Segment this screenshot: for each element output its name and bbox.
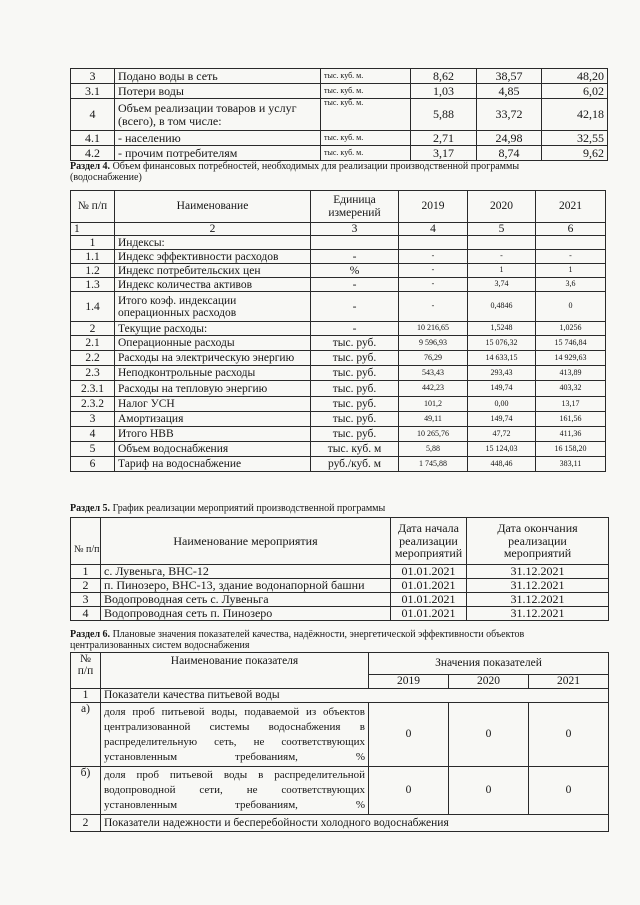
value-2020: 8,74 [477, 146, 542, 161]
row-name: Индексы: [115, 236, 311, 250]
row-number: 4 [71, 99, 115, 131]
table-row [71, 236, 606, 250]
row-number: 4.2 [71, 146, 115, 161]
table-row [71, 565, 609, 579]
col-number-6: 6 [536, 223, 606, 236]
row-number: б) [71, 767, 101, 815]
value-2020: 0 [449, 767, 529, 815]
row-end-date: 31.12.2021 [467, 579, 609, 593]
row-unit: руб./куб. м [311, 457, 399, 472]
row-number: 2 [71, 579, 101, 593]
row-name: Операционные расходы [115, 336, 311, 351]
col-header-2019: 2019 [399, 191, 468, 223]
value-2021: 32,55 [542, 131, 608, 146]
value-2021: 403,32 [536, 381, 606, 397]
row-name: Расходы на электрическую энергию [115, 351, 311, 366]
col-header-number: № п/п [71, 653, 101, 689]
value-2020: 448,46 [468, 457, 536, 472]
row-unit: тыс. руб. [311, 336, 399, 351]
value-2020: - [468, 250, 536, 264]
row-number: 1 [71, 689, 101, 703]
section-4-title-line2: (водоснабжение) [70, 172, 142, 183]
table-row [71, 99, 608, 131]
value-2019: 543,43 [399, 366, 468, 381]
value-2021: 16 158,20 [536, 442, 606, 457]
col-header-number: № п/п [71, 191, 115, 223]
table-schedule [70, 517, 609, 621]
section-4-title-text: Объем финансовых потребностей, необходимых для реализации производственной программы [110, 161, 520, 172]
value-2021: 14 929,63 [536, 351, 606, 366]
row-unit: % [311, 264, 399, 278]
row-number: 2.3 [71, 366, 115, 381]
section-4-label: Раздел 4. [70, 161, 111, 172]
table-header-numbers [71, 223, 606, 236]
row-start-date: 01.01.2021 [391, 593, 467, 607]
row-unit: тыс. куб. м. [321, 146, 411, 161]
table-row [71, 146, 608, 161]
col-number-3: 3 [311, 223, 399, 236]
col-header-2021: 2021 [536, 191, 606, 223]
table-row [71, 767, 609, 815]
value-2019: 10 265,76 [399, 427, 468, 442]
row-start-date: 01.01.2021 [391, 607, 467, 621]
row-number: а) [71, 703, 101, 767]
value-2019: 1 745,88 [399, 457, 468, 472]
value-2019: - [399, 278, 468, 292]
value-2020: 0 [449, 703, 529, 767]
row-unit: тыс. руб. [311, 366, 399, 381]
row-number: 4.1 [71, 131, 115, 146]
value-2019: - [399, 292, 468, 322]
col-header-number: № п/п [71, 518, 101, 565]
row-number: 5 [71, 442, 115, 457]
value-2021: 1 [536, 264, 606, 278]
value-2021 [536, 236, 606, 250]
value-2021: 9,62 [542, 146, 608, 161]
col-header-name: Наименование показателя [101, 653, 369, 689]
row-number: 1.3 [71, 278, 115, 292]
section-6-title-line2: централизованных систем водоснабжения [70, 640, 250, 651]
row-unit: тыс. руб. [311, 397, 399, 412]
row-unit: тыс. руб. [311, 351, 399, 366]
row-unit: - [311, 322, 399, 336]
col-header-2019: 2019 [369, 675, 449, 689]
row-number: 1 [71, 565, 101, 579]
col-header-2021: 2021 [529, 675, 609, 689]
row-number: 1.1 [71, 250, 115, 264]
col-header-end: Дата окончания реализации мероприятий [467, 518, 609, 565]
table-header-row [71, 191, 606, 223]
row-name: с. Лувеньга, ВНС-12 [101, 565, 391, 579]
value-2020: 293,43 [468, 366, 536, 381]
table-row [71, 264, 606, 278]
value-2020: 14 633,15 [468, 351, 536, 366]
col-header-2020: 2020 [468, 191, 536, 223]
table-header-row [71, 653, 609, 675]
col-header-start: Дата начала реализации мероприятий [391, 518, 467, 565]
row-start-date: 01.01.2021 [391, 579, 467, 593]
row-start-date: 01.01.2021 [391, 565, 467, 579]
row-number: 2.2 [71, 351, 115, 366]
table-row [71, 292, 606, 322]
value-2021: 42,18 [542, 99, 608, 131]
value-2020: 1,5248 [468, 322, 536, 336]
row-number: 2 [71, 322, 115, 336]
value-2021: 3,6 [536, 278, 606, 292]
row-name: Объем водоснабжения [115, 442, 311, 457]
section-6-title [70, 629, 615, 651]
value-2020: 0,4846 [468, 292, 536, 322]
col-header-name: Наименование [115, 191, 311, 223]
value-2021: 48,20 [542, 69, 608, 84]
row-number: 2.3.1 [71, 381, 115, 397]
table-row [71, 457, 606, 472]
row-number: 2 [71, 815, 101, 832]
row-number: 3.1 [71, 84, 115, 99]
value-2021: 1,0256 [536, 322, 606, 336]
row-name: Тариф на водоснабжение [115, 457, 311, 472]
value-2019: 49,11 [399, 412, 468, 427]
col-header-unit: Единица измерений [311, 191, 399, 223]
col-header-name: Наименование мероприятия [101, 518, 391, 565]
table-row [71, 336, 606, 351]
value-2019: 5,88 [399, 442, 468, 457]
table-row [71, 322, 606, 336]
row-name: доля проб питьевой воды в распределительной водопроводной сети, не соответствующих установленным требованиям, % [101, 767, 369, 815]
value-2019: - [399, 264, 468, 278]
row-unit: тыс. куб. м. [321, 131, 411, 146]
value-2020: 4,85 [477, 84, 542, 99]
value-2021: - [536, 250, 606, 264]
table-group-row [71, 689, 609, 703]
table-row [71, 427, 606, 442]
value-2019: 9 596,93 [399, 336, 468, 351]
value-2019: 101,2 [399, 397, 468, 412]
row-name: Итого НВВ [115, 427, 311, 442]
value-2020 [468, 236, 536, 250]
row-unit: - [311, 278, 399, 292]
table-row [71, 84, 608, 99]
value-2020: 15 076,32 [468, 336, 536, 351]
table-row [71, 69, 608, 84]
table-row [71, 351, 606, 366]
table-row [71, 131, 608, 146]
value-2020: 38,57 [477, 69, 542, 84]
value-2021: 13,17 [536, 397, 606, 412]
row-unit: - [311, 292, 399, 322]
value-2021: 413,89 [536, 366, 606, 381]
col-number-4: 4 [399, 223, 468, 236]
row-unit [311, 236, 399, 250]
table-row [71, 442, 606, 457]
value-2020: 149,74 [468, 412, 536, 427]
table-indicators [70, 652, 609, 832]
value-2019: 5,88 [411, 99, 477, 131]
value-2021: 0 [529, 703, 609, 767]
row-number: 3 [71, 69, 115, 84]
table-row [71, 412, 606, 427]
value-2020: 47,72 [468, 427, 536, 442]
value-2020: 0,00 [468, 397, 536, 412]
value-2019 [399, 236, 468, 250]
value-2021: 6,02 [542, 84, 608, 99]
row-unit: тыс. куб. м. [321, 99, 411, 131]
table-row [71, 703, 609, 767]
col-header-2020: 2020 [449, 675, 529, 689]
value-2021: 161,56 [536, 412, 606, 427]
row-name: Расходы на тепловую энергию [115, 381, 311, 397]
group-name: Показатели качества питьевой воды [101, 689, 609, 703]
table-row [71, 250, 606, 264]
value-2019: - [399, 250, 468, 264]
col-number-5: 5 [468, 223, 536, 236]
table-row [71, 366, 606, 381]
section-5-title-text: График реализации мероприятий производственной программы [110, 503, 386, 514]
row-number: 1.2 [71, 264, 115, 278]
row-number: 1.4 [71, 292, 115, 322]
row-name: Водопроводная сеть с. Лувеньга [101, 593, 391, 607]
table-production-volumes [70, 68, 608, 161]
section-5-label: Раздел 5. [70, 503, 111, 514]
row-unit: тыс. куб. м [311, 442, 399, 457]
table-group-row [71, 815, 609, 832]
row-unit: тыс. руб. [311, 427, 399, 442]
row-unit: тыс. руб. [311, 381, 399, 397]
value-2019: 2,71 [411, 131, 477, 146]
row-number: 1 [71, 236, 115, 250]
row-number: 6 [71, 457, 115, 472]
row-number: 3 [71, 412, 115, 427]
col-number-2: 2 [115, 223, 311, 236]
row-end-date: 31.12.2021 [467, 593, 609, 607]
row-end-date: 31.12.2021 [467, 565, 609, 579]
row-name: Объем реализации товаров и услуг (всего), в том числе: [115, 99, 321, 131]
value-2020: 15 124,03 [468, 442, 536, 457]
value-2021: 0 [529, 767, 609, 815]
row-name: Амортизация [115, 412, 311, 427]
row-name: Индекс потребительских цен [115, 264, 311, 278]
value-2019: 0 [369, 703, 449, 767]
value-2021: 383,11 [536, 457, 606, 472]
value-2021: 411,36 [536, 427, 606, 442]
row-name: - населению [115, 131, 321, 146]
section-6-label: Раздел 6. [70, 629, 111, 640]
row-name: Неподконтрольные расходы [115, 366, 311, 381]
row-name: п. Пинозеро, ВНС-13, здание водонапорной башни [101, 579, 391, 593]
row-number: 4 [71, 427, 115, 442]
value-2020: 149,74 [468, 381, 536, 397]
row-name: Индекс эффективности расходов [115, 250, 311, 264]
row-name: Водопроводная сеть п. Пинозеро [101, 607, 391, 621]
value-2019: 3,17 [411, 146, 477, 161]
value-2019: 76,29 [399, 351, 468, 366]
row-number: 2.3.2 [71, 397, 115, 412]
value-2019: 1,03 [411, 84, 477, 99]
value-2019: 8,62 [411, 69, 477, 84]
row-name: Итого коэф. индексации операционных расходов [115, 292, 311, 322]
row-name: Потери воды [115, 84, 321, 99]
value-2020: 24,98 [477, 131, 542, 146]
row-name: Подано воды в сеть [115, 69, 321, 84]
value-2020: 33,72 [477, 99, 542, 131]
row-number: 2.1 [71, 336, 115, 351]
section-4-title [70, 161, 615, 183]
col-number-1: 1 [71, 223, 115, 236]
table-financial-needs [70, 190, 606, 472]
row-name: Налог УСН [115, 397, 311, 412]
group-name: Показатели надежности и бесперебойности холодного водоснабжения [101, 815, 609, 832]
table-row [71, 593, 609, 607]
table-row [71, 278, 606, 292]
value-2019: 442,23 [399, 381, 468, 397]
row-name: Индекс количества активов [115, 278, 311, 292]
section-5-title [70, 503, 615, 514]
row-unit: тыс. куб. м. [321, 84, 411, 99]
section-6-title-text: Плановые значения показателей качества, надёжности, энергетической эффективности объектов [110, 629, 525, 640]
row-number: 3 [71, 593, 101, 607]
table-row [71, 397, 606, 412]
col-header-values: Значения показателей [369, 653, 609, 675]
row-name: Текущие расходы: [115, 322, 311, 336]
value-2020: 3,74 [468, 278, 536, 292]
value-2020: 1 [468, 264, 536, 278]
row-unit: - [311, 250, 399, 264]
value-2019: 10 216,65 [399, 322, 468, 336]
row-name: - прочим потребителям [115, 146, 321, 161]
table-header-row [71, 518, 609, 565]
row-end-date: 31.12.2021 [467, 607, 609, 621]
table-row [71, 579, 609, 593]
table-row [71, 381, 606, 397]
table-row [71, 607, 609, 621]
row-number: 4 [71, 607, 101, 621]
value-2021: 15 746,84 [536, 336, 606, 351]
value-2021: 0 [536, 292, 606, 322]
row-name: доля проб питьевой воды, подаваемой из объектов централизованной системы водоснабжения в распределительную сеть, не соответствующих установленным требованиям, % [101, 703, 369, 767]
row-unit: тыс. куб. м. [321, 69, 411, 84]
value-2019: 0 [369, 767, 449, 815]
row-unit: тыс. руб. [311, 412, 399, 427]
